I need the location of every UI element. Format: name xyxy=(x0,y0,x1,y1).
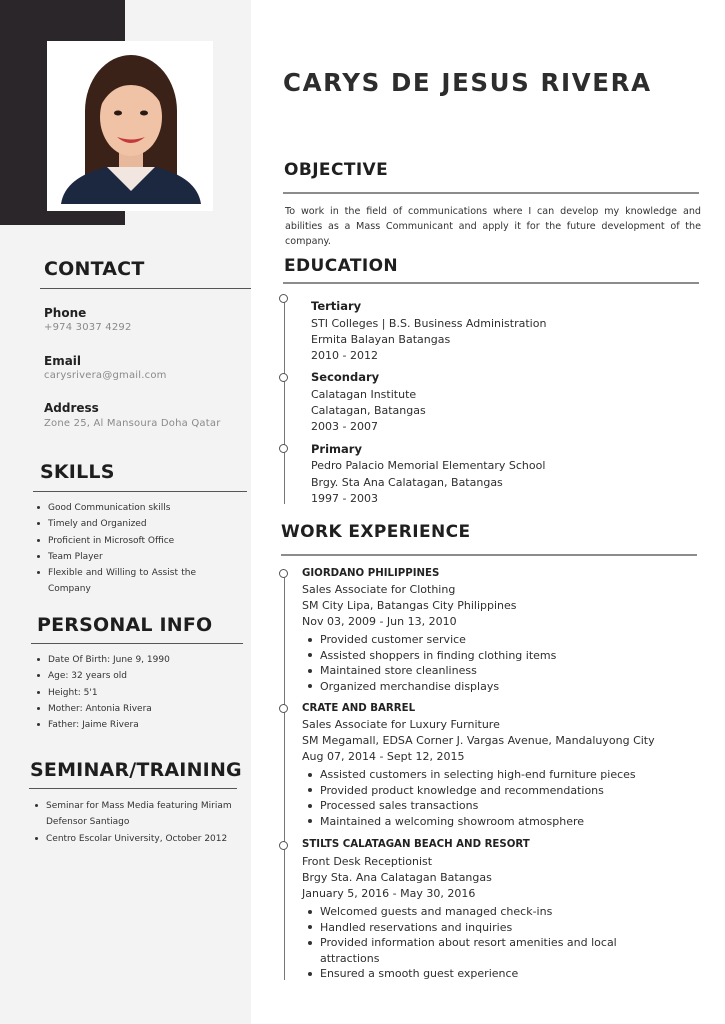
job-detail: SM Megamall, EDSA Corner J. Vargas Avenue, Mandaluyong City xyxy=(302,734,655,747)
education-detail: Calatagan, Batangas xyxy=(311,404,426,417)
email-label: Email xyxy=(44,354,82,368)
list-item: Assisted shoppers in finding clothing items xyxy=(305,648,695,664)
timeline-node xyxy=(279,373,288,382)
list-item: Ensured a smooth guest experience xyxy=(305,966,625,982)
list-item: Maintained store cleanliness xyxy=(305,663,695,679)
education-detail: 1997 - 2003 xyxy=(311,492,378,505)
education-level: Tertiary xyxy=(311,299,362,313)
work-timeline xyxy=(284,575,285,980)
job-detail: Nov 03, 2009 - Jun 13, 2010 xyxy=(302,615,457,628)
objective-heading: OBJECTIVE xyxy=(284,160,389,180)
list-item: Provided product knowledge and recommendations xyxy=(305,783,695,799)
list-item: Date Of Birth: June 9, 1990 xyxy=(34,652,224,668)
skills-list xyxy=(34,500,196,598)
objective-divider xyxy=(283,192,699,194)
education-heading: EDUCATION xyxy=(284,256,399,276)
job-detail: Brgy Sta. Ana Calatagan Batangas xyxy=(302,871,492,884)
contact-divider xyxy=(40,288,251,289)
list-item: Seminar for Mass Media featuring Miriam Defensor Santiago xyxy=(32,798,232,831)
education-level: Secondary xyxy=(311,370,380,384)
list-item: Provided information about resort amenities and local attractions xyxy=(305,935,625,966)
job-duties-list xyxy=(305,767,695,829)
list-item: Mother: Antonia Rivera xyxy=(34,701,224,717)
job-duties-list xyxy=(305,904,625,982)
job-detail: SM City Lipa, Batangas City Philippines xyxy=(302,599,517,612)
education-detail: 2010 - 2012 xyxy=(311,349,378,362)
timeline-node xyxy=(279,569,288,578)
education-detail: STI Colleges | B.S. Business Administration xyxy=(311,317,547,330)
personal-info-list xyxy=(34,652,224,733)
profile-photo-frame xyxy=(47,41,213,211)
skills-heading: SKILLS xyxy=(40,461,115,483)
company-name: CRATE AND BARREL xyxy=(302,703,416,714)
company-name: GIORDANO PHILIPPINES xyxy=(302,568,440,579)
work-experience-heading: WORK EXPERIENCE xyxy=(281,522,471,542)
seminar-list xyxy=(32,798,232,847)
list-item: Assisted customers in selecting high-end furniture pieces xyxy=(305,767,695,783)
list-item: Centro Escolar University, October 2012 xyxy=(32,831,232,847)
list-item: Team Player xyxy=(34,549,196,565)
job-detail: Front Desk Receptionist xyxy=(302,855,433,868)
education-detail: 2003 - 2007 xyxy=(311,420,378,433)
education-detail: Ermita Balayan Batangas xyxy=(311,333,451,346)
contact-heading: CONTACT xyxy=(44,258,145,280)
education-divider xyxy=(283,282,699,284)
job-duties-list xyxy=(305,632,695,694)
timeline-node xyxy=(279,704,288,713)
list-item: Provided customer service xyxy=(305,632,695,648)
education-level: Primary xyxy=(311,442,362,456)
skills-divider xyxy=(33,491,247,492)
education-timeline xyxy=(284,300,285,504)
timeline-node xyxy=(279,841,288,850)
address-label: Address xyxy=(44,401,99,415)
profile-photo xyxy=(55,49,205,204)
list-item: Height: 5'1 xyxy=(34,685,224,701)
job-detail: Sales Associate for Luxury Furniture xyxy=(302,718,500,731)
personal-info-divider xyxy=(31,643,243,644)
list-item: Welcomed guests and managed check-ins xyxy=(305,904,625,920)
list-item: Proficient in Microsoft Office xyxy=(34,533,196,549)
timeline-node xyxy=(279,444,288,453)
timeline-node xyxy=(279,294,288,303)
objective-text: To work in the field of communications where I can develop my knowledge and abilities as a Mass Communicant and apply it for the future development of the company. xyxy=(285,206,701,247)
seminar-heading: SEMINAR/TRAINING xyxy=(30,759,242,781)
personal-info-heading: PERSONAL INFO xyxy=(37,614,213,636)
list-item: Flexible and Willing to Assist the Company xyxy=(34,565,196,598)
job-detail: Sales Associate for Clothing xyxy=(302,583,456,596)
email-value: carysrivera@gmail.com xyxy=(44,370,167,381)
list-item: Timely and Organized xyxy=(34,516,196,532)
company-name: STILTS CALATAGAN BEACH AND RESORT xyxy=(302,839,530,850)
list-item: Processed sales transactions xyxy=(305,798,695,814)
seminar-divider xyxy=(29,788,237,789)
candidate-name: CARYS DE JESUS RIVERA xyxy=(283,68,652,97)
list-item: Organized merchandise displays xyxy=(305,679,695,695)
phone-label: Phone xyxy=(44,306,87,320)
job-detail: January 5, 2016 - May 30, 2016 xyxy=(302,887,476,900)
phone-value: +974 3037 4292 xyxy=(44,322,132,333)
list-item: Father: Jaime Rivera xyxy=(34,717,224,733)
education-detail: Brgy. Sta Ana Calatagan, Batangas xyxy=(311,476,503,489)
job-detail: Aug 07, 2014 - Sept 12, 2015 xyxy=(302,750,465,763)
list-item: Age: 32 years old xyxy=(34,668,224,684)
list-item: Handled reservations and inquiries xyxy=(305,920,625,936)
education-detail: Pedro Palacio Memorial Elementary School xyxy=(311,459,546,472)
education-detail: Calatagan Institute xyxy=(311,388,417,401)
list-item: Good Communication skills xyxy=(34,500,196,516)
work-experience-divider xyxy=(281,554,697,556)
list-item: Maintained a welcoming showroom atmosphere xyxy=(305,814,695,830)
address-value: Zone 25, Al Mansoura Doha Qatar xyxy=(44,418,221,429)
